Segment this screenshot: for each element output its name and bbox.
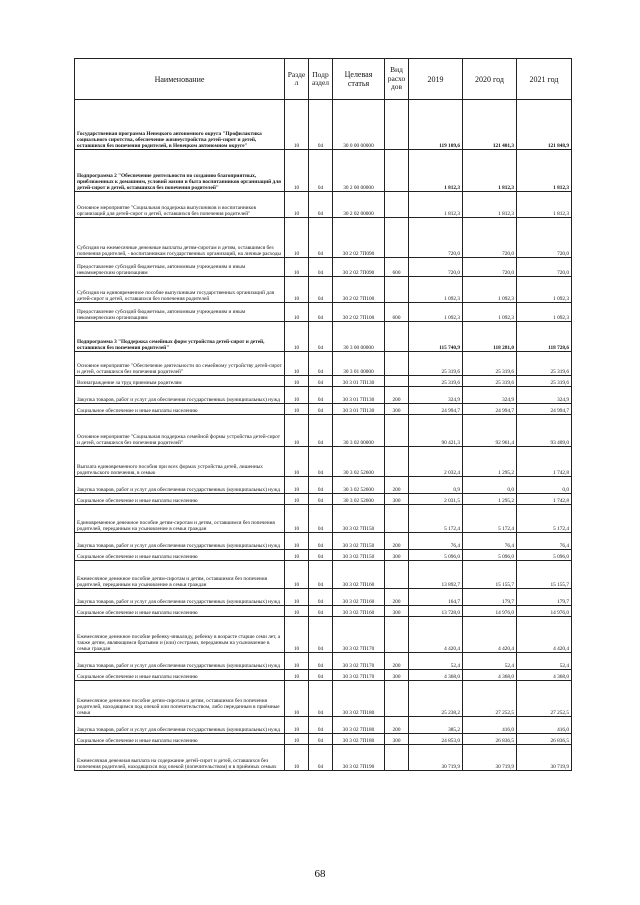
cell-podrazdel: 04 [309,277,333,303]
header-2020: 2020 год [463,59,517,100]
cell-name: Субсидия на ежемесячные денежные выплаты детям-сиротам и детям, оставшимся без попечения родителей, - воспитанникам государственных организаций, на личные расходы [75,218,285,258]
cell-2020: 0,0 [463,477,517,494]
cell-razdel: 10 [285,100,309,150]
table-row [75,218,572,258]
cell-podrazdel: 04 [309,653,333,670]
cell-2021: 93 409,0 [517,415,572,447]
page-number: 68 [314,868,326,880]
cell-target-article: 30 3 02 7П180 [333,734,385,745]
cell-podrazdel: 04 [309,734,333,745]
cell-razdel: 10 [285,387,309,404]
cell-podrazdel: 04 [309,533,333,550]
cell-podrazdel: 04 [309,303,333,322]
table-row [75,561,572,589]
cell-podrazdel: 04 [309,387,333,404]
cell-name: Предоставление субсидий бюджетным, автономным учреждениям и иным некоммерческим организациям [75,303,285,322]
cell-expense-type: 200 [385,653,409,670]
cell-podrazdel: 04 [309,477,333,494]
cell-podrazdel: 04 [309,617,333,653]
cell-expense-type [385,218,409,258]
cell-2021: 52,4 [517,653,572,670]
table-row [75,606,572,617]
cell-podrazdel: 04 [309,150,333,192]
cell-target-article: 30 3 02 7П170 [333,670,385,681]
cell-razdel: 10 [285,606,309,617]
cell-razdel: 10 [285,734,309,745]
cell-target-article: 30 3 02 7П170 [333,617,385,653]
cell-2019: 25 319,6 [409,376,463,387]
cell-2020: 26 836,5 [463,734,517,745]
header-2021: 2021 год [517,59,572,100]
cell-2020: 1 092,3 [463,303,517,322]
cell-razdel: 10 [285,192,309,218]
cell-target-article: 30 3 00 00000 [333,322,385,352]
cell-name: Выплата единовременного пособия при всех формах устройства детей, лишенных родительского попечения, в семью [75,447,285,477]
cell-razdel: 10 [285,404,309,415]
cell-target-article: 30 3 02 52600 [333,447,385,477]
cell-2019: 5 172,4 [409,505,463,533]
cell-target-article: 30 3 02 7П160 [333,589,385,606]
cell-expense-type [385,150,409,192]
cell-2021: 1 812,3 [517,192,572,218]
cell-name: Социальное обеспечение и иные выплаты населению [75,606,285,617]
cell-2021: 1 742,8 [517,447,572,477]
cell-name: Основное мероприятие "Социальная поддержка семейной формы устройства детей-сирот и детей, оставшихся без попечения родителей" [75,415,285,447]
cell-2019: 324,9 [409,387,463,404]
cell-name: Субсидия на единовременное пособие выпускникам государственных организаций для детей-сирот и детей, оставшихся без попечения родителей [75,277,285,303]
cell-target-article: 30 0 00 00000 [333,100,385,150]
cell-2019: 52,4 [409,653,463,670]
cell-razdel: 10 [285,745,309,771]
cell-podrazdel: 04 [309,561,333,589]
cell-target-article: 30 3 02 7П180 [333,681,385,717]
cell-2019: 1 812,3 [409,192,463,218]
cell-razdel: 10 [285,150,309,192]
cell-2019: 720,0 [409,218,463,258]
cell-name: Ежемесячное денежное пособие детям-сиротам и детям, оставшимся без попечения родителей, переданным на усыновление в семьи граждан [75,561,285,589]
cell-2021: 14 976,0 [517,606,572,617]
cell-razdel: 10 [285,494,309,505]
cell-name: Социальное обеспечение и иные выплаты населению [75,734,285,745]
cell-2020: 720,0 [463,258,517,277]
cell-name: Закупка товаров, работ и услуг для обеспечения государственных (муниципальных) нужд [75,387,285,404]
cell-2019: 4 420,4 [409,617,463,653]
table-row [75,734,572,745]
cell-name: Основное мероприятие "Социальная поддержка выпускников и воспитанников организаций для детей-сирот и детей, оставшихся без попечения родителей" [75,192,285,218]
cell-podrazdel: 04 [309,681,333,717]
cell-2020: 4 368,0 [463,670,517,681]
cell-razdel: 10 [285,589,309,606]
cell-target-article: 30 3 01 7П130 [333,387,385,404]
cell-2021: 1 812,3 [517,150,572,192]
cell-expense-type [385,505,409,533]
cell-name: Предоставление субсидий бюджетным, автономным учреждениям и иным некоммерческим организациям [75,258,285,277]
cell-podrazdel: 04 [309,550,333,561]
cell-target-article: 30 2 02 7П090 [333,258,385,277]
header-vid: Вид расхо дов [385,59,409,100]
header-podrazdel: Подр аздел [309,59,333,100]
cell-name: Подпрограмма 2 "Обеспечение деятельности по созданию благоприятных, приближенных к домашним, условий жизни и быта воспитанников организаций для детей-сирот и детей, оставшихся без попечения родителей" [75,150,285,192]
cell-expense-type: 200 [385,387,409,404]
cell-expense-type: 200 [385,717,409,734]
cell-target-article: 30 3 02 7П170 [333,653,385,670]
cell-target-article: 30 3 02 7П180 [333,717,385,734]
cell-2021: 1 092,3 [517,303,572,322]
cell-expense-type [385,447,409,477]
cell-expense-type [385,277,409,303]
table-row [75,352,572,376]
table-header-row [75,59,572,100]
cell-2019: 13 728,0 [409,606,463,617]
cell-2019: 30 719,9 [409,745,463,771]
cell-2020: 179,7 [463,589,517,606]
cell-2020: 1 295,2 [463,447,517,477]
cell-2021: 4 420,4 [517,617,572,653]
cell-2019: 2 032,4 [409,447,463,477]
cell-2021: 25 319,6 [517,352,572,376]
cell-expense-type [385,415,409,447]
cell-2020: 121 401,3 [463,100,517,150]
cell-target-article: 30 3 01 7П130 [333,404,385,415]
budget-table [74,58,572,771]
cell-podrazdel: 04 [309,447,333,477]
table-row [75,670,572,681]
cell-podrazdel: 04 [309,670,333,681]
cell-podrazdel: 04 [309,100,333,150]
cell-razdel: 10 [285,322,309,352]
cell-expense-type: 300 [385,494,409,505]
cell-2020: 1 812,3 [463,150,517,192]
cell-razdel: 10 [285,550,309,561]
cell-2019: 5 096,0 [409,550,463,561]
cell-podrazdel: 04 [309,218,333,258]
cell-2020: 92 961,4 [463,415,517,447]
header-2019: 2019 [409,59,463,100]
cell-2021: 720,0 [517,218,572,258]
cell-name: Закупка товаров, работ и услуг для обеспечения государственных (муниципальных) нужд [75,653,285,670]
cell-target-article: 30 3 01 7П130 [333,376,385,387]
header-razdel: Разде л [285,59,309,100]
cell-name: Закупка товаров, работ и услуг для обеспечения государственных (муниципальных) нужд [75,589,285,606]
cell-2020: 15 155,7 [463,561,517,589]
cell-2019: 13 892,7 [409,561,463,589]
table-body [75,100,572,771]
cell-podrazdel: 04 [309,505,333,533]
cell-2021: 121 848,9 [517,100,572,150]
cell-target-article: 30 3 02 7П160 [333,561,385,589]
cell-2020: 25 319,6 [463,352,517,376]
cell-razdel: 10 [285,653,309,670]
cell-name: Социальное обеспечение и иные выплаты населению [75,494,285,505]
table-row [75,681,572,717]
cell-2021: 30 719,9 [517,745,572,771]
cell-expense-type: 600 [385,303,409,322]
cell-razdel: 10 [285,415,309,447]
cell-2019: 1 812,3 [409,150,463,192]
cell-2020: 1 812,3 [463,192,517,218]
cell-2019: 4 368,0 [409,670,463,681]
cell-target-article: 30 2 02 00000 [333,192,385,218]
cell-target-article: 30 3 01 00000 [333,352,385,376]
cell-2021: 76,4 [517,533,572,550]
cell-expense-type [385,192,409,218]
cell-2019: 720,0 [409,258,463,277]
cell-2019: 24 994,7 [409,404,463,415]
cell-expense-type [385,376,409,387]
cell-2019: 24 853,0 [409,734,463,745]
table-row [75,192,572,218]
cell-target-article: 30 3 02 7П150 [333,533,385,550]
cell-2021: 324,9 [517,387,572,404]
cell-target-article: 30 3 02 52600 [333,477,385,494]
cell-2021: 24 994,7 [517,404,572,415]
cell-podrazdel: 04 [309,404,333,415]
cell-podrazdel: 04 [309,376,333,387]
cell-name: Закупка товаров, работ и услуг для обеспечения государственных (муниципальных) нужд [75,533,285,550]
cell-name: Ежемесячная денежная выплата на содержание детей-сирот и детей, оставшихся без попечения родителей, находящихся под опекой (попечительством) и в приёмных семьях [75,745,285,771]
cell-2019: 1 092,3 [409,303,463,322]
cell-razdel: 10 [285,533,309,550]
cell-expense-type: 300 [385,734,409,745]
cell-2021: 416,0 [517,717,572,734]
table-row [75,447,572,477]
header-statya: Целевая статья [333,59,385,100]
cell-expense-type: 200 [385,533,409,550]
table-row [75,404,572,415]
cell-2021: 1 742,8 [517,494,572,505]
header-name: Наименование [75,59,285,100]
table-row [75,653,572,670]
budget-table-page [74,58,571,771]
cell-2021: 0,0 [517,477,572,494]
table-row [75,550,572,561]
cell-podrazdel: 04 [309,192,333,218]
cell-podrazdel: 04 [309,589,333,606]
cell-2021: 5 096,0 [517,550,572,561]
cell-name: Социальное обеспечение и иные выплаты населению [75,404,285,415]
cell-name: Единовременное денежное пособие детям-сиротам и детям, оставшимся без попечения родителей, переданным на усыновление в семьи граждан [75,505,285,533]
cell-2020: 5 096,0 [463,550,517,561]
cell-name: Государственная программа Ненецкого автономного округа "Профилактика социального сиротства, обеспечение жизнеустройства детей-сирот и детей, оставшихся без попечения родителей, в Ненецком автономном округе" [75,100,285,150]
cell-target-article: 30 2 00 00000 [333,150,385,192]
cell-expense-type: 600 [385,258,409,277]
cell-expense-type [385,100,409,150]
cell-2019: 1 092,3 [409,277,463,303]
cell-podrazdel: 04 [309,717,333,734]
cell-2021: 26 836,5 [517,734,572,745]
table-row [75,617,572,653]
table-row [75,376,572,387]
cell-2019: 25 238,2 [409,681,463,717]
cell-target-article: 30 2 02 7П090 [333,218,385,258]
table-row [75,322,572,352]
cell-razdel: 10 [285,681,309,717]
cell-2020: 27 252,5 [463,681,517,717]
cell-target-article: 30 2 02 7П100 [333,303,385,322]
cell-expense-type [385,745,409,771]
table-row [75,745,572,771]
cell-2019: 164,7 [409,589,463,606]
cell-2021: 720,0 [517,258,572,277]
cell-razdel: 10 [285,303,309,322]
cell-expense-type: 300 [385,550,409,561]
cell-2019: 119 109,6 [409,100,463,150]
cell-2019: 2 031,5 [409,494,463,505]
cell-2020: 52,4 [463,653,517,670]
cell-2019: 90 421,3 [409,415,463,447]
cell-razdel: 10 [285,670,309,681]
table-row [75,717,572,734]
cell-2020: 76,4 [463,533,517,550]
cell-name: Основное мероприятие "Обеспечение деятельности по семейному устройству детей-сирот и детей, оставшихся без попечения родителей" [75,352,285,376]
cell-expense-type: 300 [385,670,409,681]
cell-2019: 0,9 [409,477,463,494]
cell-name: Закупка товаров, работ и услуг для обеспечения государственных (муниципальных) нужд [75,717,285,734]
table-row [75,150,572,192]
cell-podrazdel: 04 [309,258,333,277]
cell-razdel: 10 [285,258,309,277]
cell-2021: 118 728,6 [517,322,572,352]
cell-2021: 15 155,7 [517,561,572,589]
table-row [75,303,572,322]
cell-2020: 24 994,7 [463,404,517,415]
cell-podrazdel: 04 [309,745,333,771]
cell-razdel: 10 [285,376,309,387]
table-row [75,100,572,150]
cell-podrazdel: 04 [309,322,333,352]
cell-razdel: 10 [285,505,309,533]
cell-razdel: 10 [285,617,309,653]
cell-2020: 25 319,6 [463,376,517,387]
cell-2021: 27 252,5 [517,681,572,717]
cell-target-article: 30 3 02 7П150 [333,550,385,561]
cell-razdel: 10 [285,561,309,589]
cell-2019: 115 740,9 [409,322,463,352]
cell-name: Социальное обеспечение и иные выплаты населению [75,670,285,681]
cell-podrazdel: 04 [309,415,333,447]
table-row [75,533,572,550]
cell-expense-type: 200 [385,589,409,606]
table-row [75,258,572,277]
table-row [75,477,572,494]
cell-2021: 4 368,0 [517,670,572,681]
cell-2020: 720,0 [463,218,517,258]
cell-name: Закупка товаров, работ и услуг для обеспечения государственных (муниципальных) нужд [75,477,285,494]
cell-2019: 385,2 [409,717,463,734]
cell-2020: 14 976,0 [463,606,517,617]
cell-2021: 179,7 [517,589,572,606]
cell-target-article: 30 3 02 7П150 [333,505,385,533]
cell-2019: 76,4 [409,533,463,550]
cell-name: Ежемесячное денежное пособие детям-сиротам и детям, оставшимся без попечения родителей, находящимся под опекой или попечительством, либо переданным в приёмные семьи [75,681,285,717]
cell-target-article: 30 2 02 7П100 [333,277,385,303]
cell-2020: 324,9 [463,387,517,404]
table-row [75,494,572,505]
cell-name: Социальное обеспечение и иные выплаты населению [75,550,285,561]
cell-razdel: 10 [285,277,309,303]
cell-expense-type [385,617,409,653]
cell-2020: 5 172,4 [463,505,517,533]
cell-2021: 1 092,3 [517,277,572,303]
cell-target-article: 30 3 02 00000 [333,415,385,447]
cell-razdel: 10 [285,477,309,494]
cell-expense-type [385,352,409,376]
cell-podrazdel: 04 [309,494,333,505]
cell-target-article: 30 3 02 7П160 [333,606,385,617]
cell-name: Вознаграждение за труд приемным родителям [75,376,285,387]
table-row [75,589,572,606]
cell-expense-type [385,681,409,717]
cell-2020: 118 281,0 [463,322,517,352]
cell-target-article: 30 3 02 52600 [333,494,385,505]
cell-2020: 1 295,2 [463,494,517,505]
cell-2020: 4 420,4 [463,617,517,653]
cell-podrazdel: 04 [309,606,333,617]
cell-2021: 5 172,4 [517,505,572,533]
cell-razdel: 10 [285,218,309,258]
cell-2020: 30 719,9 [463,745,517,771]
cell-2020: 416,0 [463,717,517,734]
cell-expense-type: 200 [385,477,409,494]
cell-2021: 25 319,6 [517,376,572,387]
cell-expense-type: 300 [385,606,409,617]
cell-razdel: 10 [285,447,309,477]
cell-razdel: 10 [285,717,309,734]
cell-2020: 1 092,3 [463,277,517,303]
table-row [75,505,572,533]
cell-name: Ежемесячное денежное пособие ребенку-инвалиду, ребенку в возрасте старше семи лет, а также детям, являющимся братьями и (или) сестрами, переданным на усыновление в семьи граждан [75,617,285,653]
cell-expense-type [385,322,409,352]
cell-2019: 25 319,6 [409,352,463,376]
cell-podrazdel: 04 [309,352,333,376]
table-row [75,387,572,404]
cell-name: Подпрограмма 3 "Поддержка семейных форм устройства детей-сирот и детей, оставшихся без попечения родителей" [75,322,285,352]
cell-target-article: 30 3 02 7П190 [333,745,385,771]
cell-expense-type [385,561,409,589]
table-row [75,277,572,303]
cell-razdel: 10 [285,352,309,376]
cell-expense-type: 300 [385,404,409,415]
table-row [75,415,572,447]
